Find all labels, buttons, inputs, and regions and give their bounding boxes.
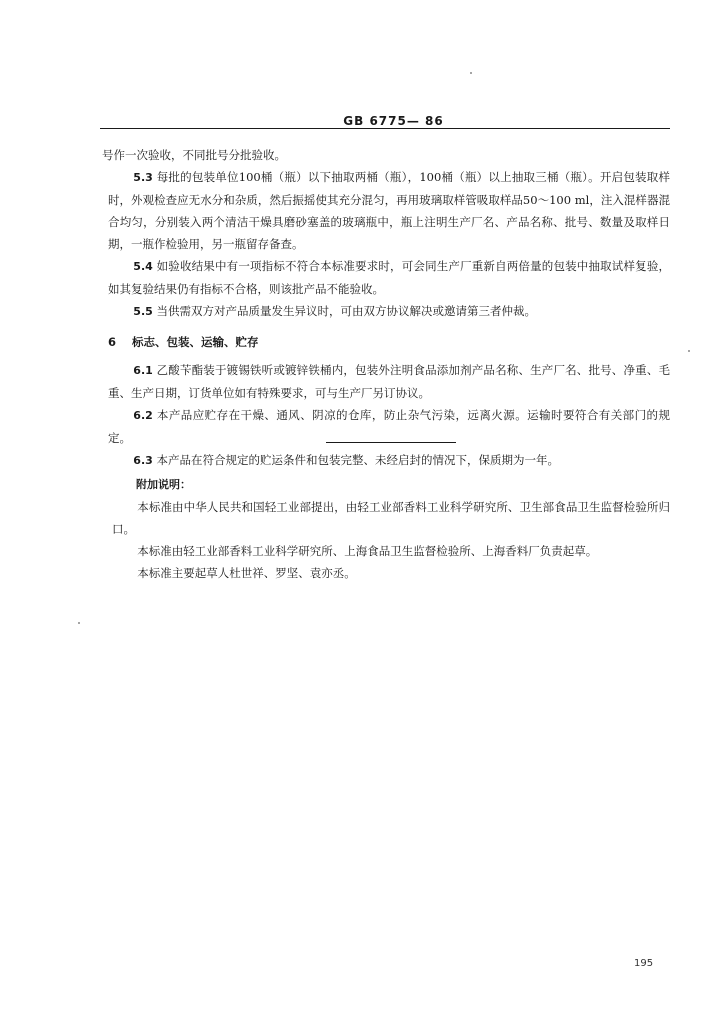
page-number: 195 (634, 958, 654, 969)
appendix-line: 本标准主要起草人杜世祥、罗坚、袁亦丞。 (137, 566, 356, 580)
appendix-line: 本标准由中华人民共和国轻工业部提出，由轻工业部香料工业科学研究所、卫生部食品卫生监督检验所归口。 (112, 500, 670, 536)
clause-5-5 (108, 300, 670, 323)
clause-number: 6.1 (133, 364, 153, 377)
scan-speck (688, 350, 690, 352)
clause-number: 5.4 (133, 260, 153, 273)
standard-number: GB 6775— 86 (343, 114, 444, 128)
clause-text: 本产品在符合规定的贮运条件和包装完整、未经启封的情况下，保质期为一年。 (156, 453, 559, 467)
clause-number: 6.2 (133, 409, 153, 422)
clause-text: 如验收结果中有一项指标不符合本标准要求时，可会同生产厂重新自两倍量的包装中抽取试样复验，如其复验结果仍有指标不合格，则该批产品不能验收。 (108, 259, 670, 296)
scan-speck (78, 622, 80, 624)
clause-number: 5.5 (133, 305, 153, 318)
page-header (0, 110, 727, 129)
clause-text: 本产品应贮存在干燥、通风、阴凉的仓库，防止杂气污染，远离火源。运输时要符合有关部门的规定。 (108, 408, 671, 445)
section-title: 标志、包装、运输、贮存 (132, 335, 259, 349)
clause-5-3 (108, 166, 670, 255)
appendix-line: 本标准由轻工业部香料工业科学研究所、上海食品卫生监督检验所、上海香料厂负责起草。 (137, 544, 598, 558)
clause-number: 5.3 (133, 171, 153, 184)
scan-speck (470, 72, 472, 74)
appendix-notes (112, 474, 670, 584)
clause-text: 乙酸苄酯装于镀锡铁听或镀锌铁桶内，包装外注明食品添加剂产品名称、生产厂名、批号、净重、毛重、生产日期，订货单位如有特殊要求，可与生产厂另订协议。 (108, 363, 670, 400)
section-6-heading (108, 331, 670, 353)
section-number: 6 (108, 335, 117, 349)
appendix-title: 附加说明： (136, 478, 191, 491)
clause-text: 当供需双方对产品质量发生异议时，可由双方协议解决或邀请第三者仲裁。 (156, 304, 536, 318)
clause-6-1 (108, 359, 670, 404)
continued-line: 号作一次验收，不同批号分批验收。 (102, 148, 286, 162)
clause-number: 6.3 (133, 454, 153, 467)
clause-text: 每批的包装单位100桶（瓶）以下抽取两桶（瓶），100桶（瓶）以上抽取三桶（瓶）。开启包装取样时，外观检查应无水分和杂质，然后振摇使其充分混匀，再用玻璃取样管吸取样品50～100 ml，注入混样器混合均匀，分别装入两个清洁干燥具磨砂塞盖的玻璃瓶中，瓶上注明生产厂名、产品名称、批号、数量及取样日期，一瓶作检验用，另一瓶留存备查。 (108, 170, 670, 251)
header-rule (100, 128, 670, 129)
clause-6-3 (108, 449, 670, 472)
clause-5-4 (108, 255, 670, 300)
section-divider (326, 442, 456, 443)
body-text (102, 144, 671, 472)
